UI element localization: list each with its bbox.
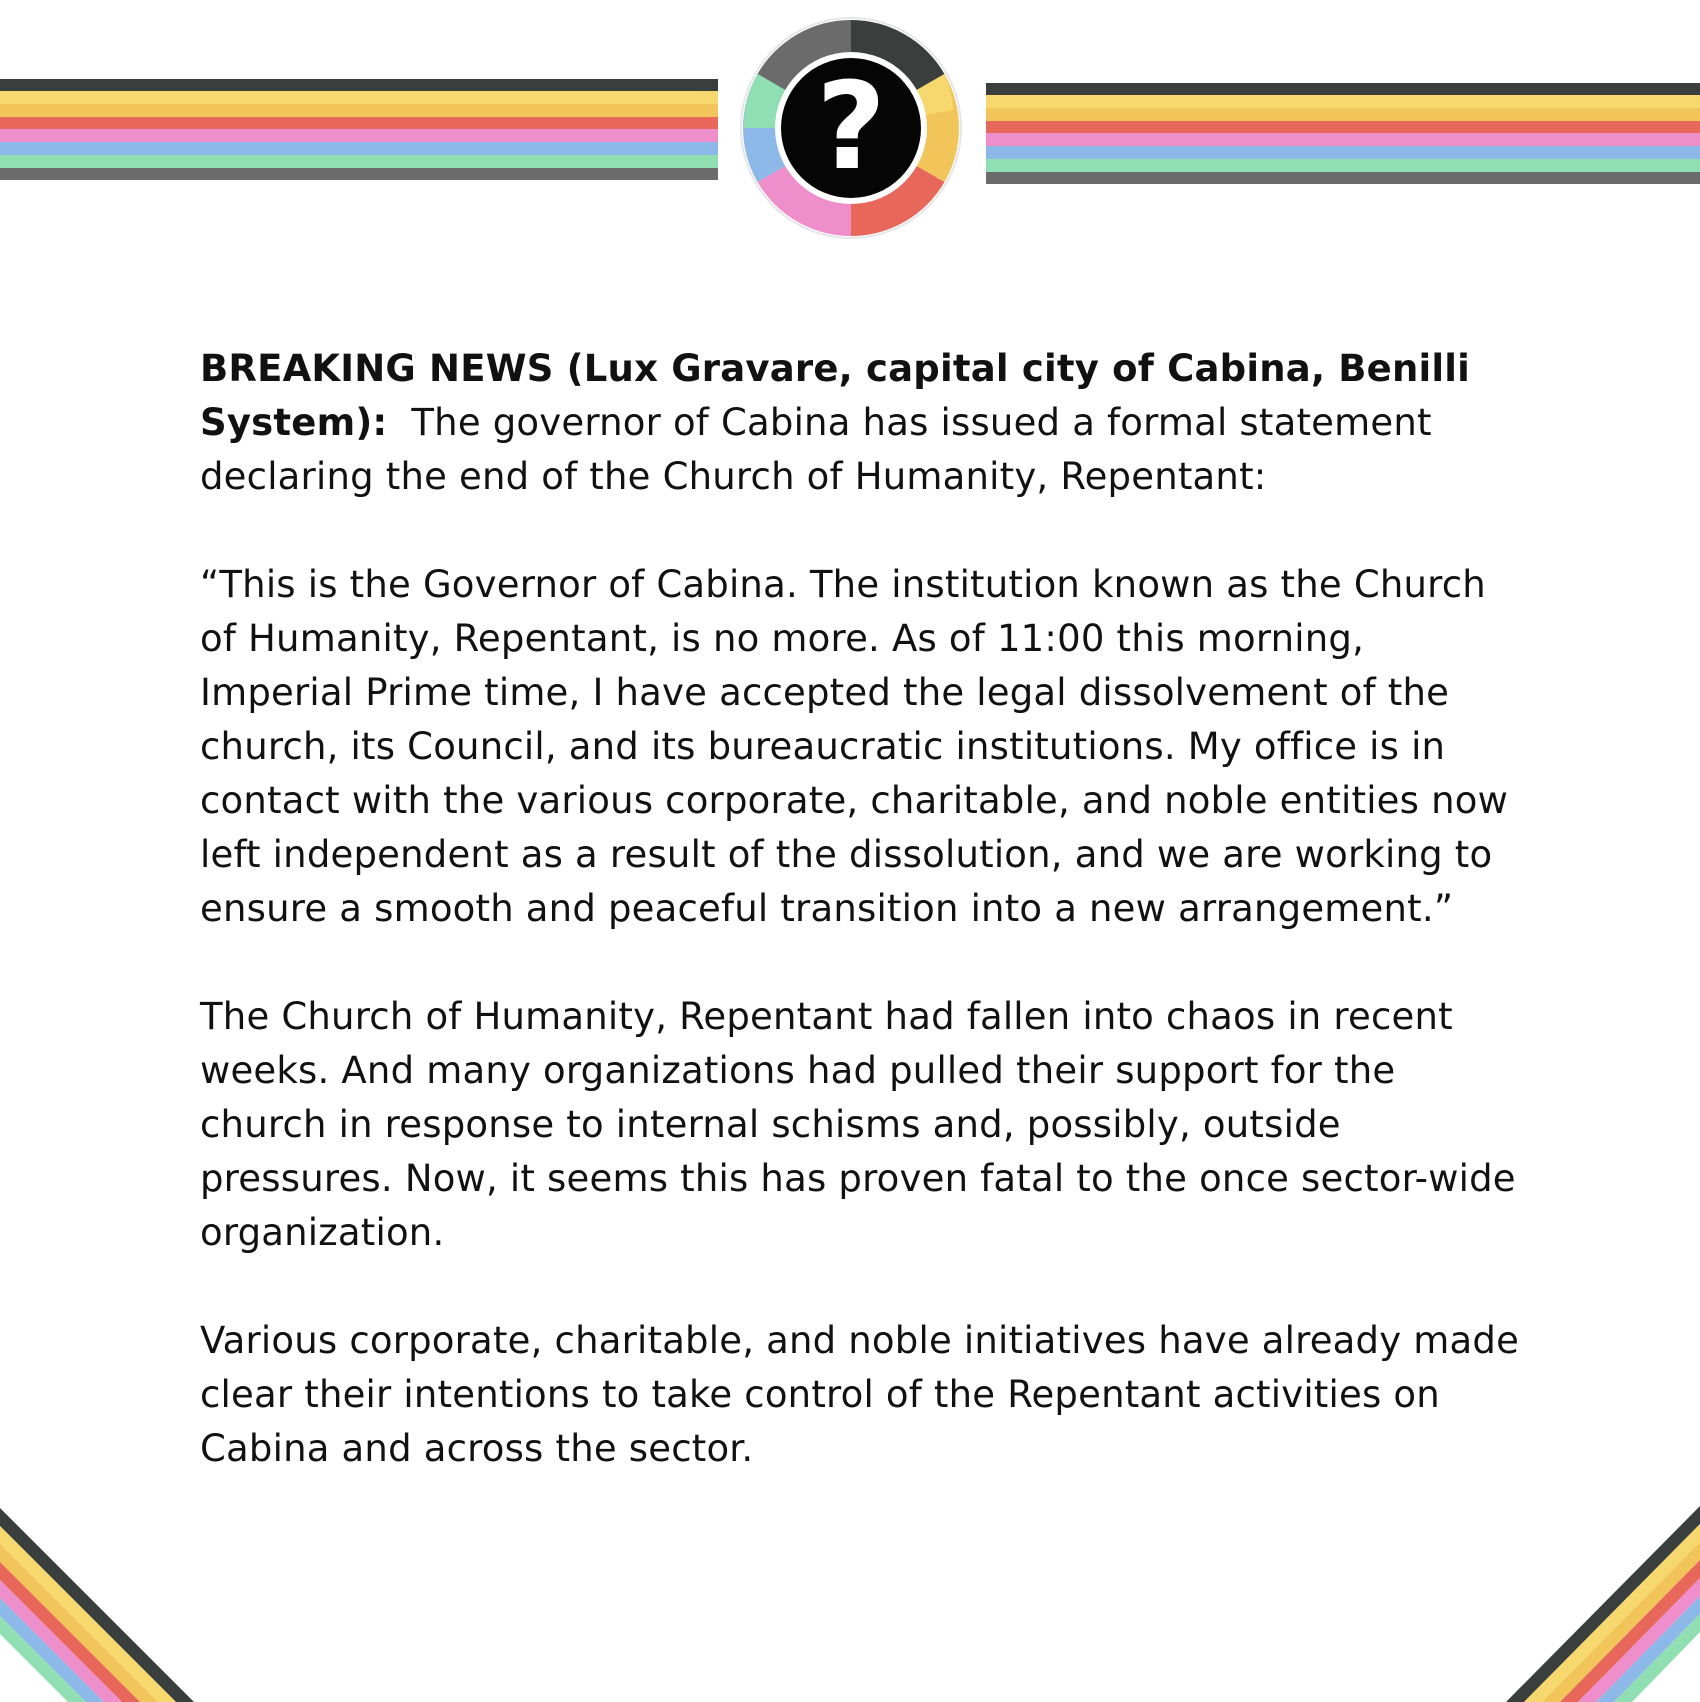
lead-paragraph (200, 342, 1520, 504)
headline: BREAKING NEWS (Lux Gravare, capital city of Cabina, Benilli System): (200, 347, 1471, 444)
question-mark-icon: ? (816, 58, 886, 197)
body-paragraph-2: The Church of Humanity, Repentant had fallen into chaos in recent weeks. And many organizations had pulled their support for the church in response to internal schisms and, possibly, outside pressures. Now, it seems this has proven fatal to the once sector-wide organization. (200, 995, 1516, 1254)
news-article (200, 342, 1520, 1530)
logo (741, 18, 961, 238)
top-left-stripes (0, 79, 718, 180)
body-paragraph-3: Various corporate, charitable, and noble initiatives have already made clear their intentions to take control of the Repentant activities on Cabina and across the sector. (200, 1319, 1520, 1470)
lead-text: The governor of Cabina has issued a formal statement declaring the end of the Church of Humanity, Repentant: (200, 401, 1432, 498)
governor-quote: “This is the Governor of Cabina. The institution known as the Church of Humanity, Repentant, is no more. As of 11:00 this morning, Imperial Prime time, I have accepted the legal dissolvement of the church, its Council, and its bureaucratic institutions. My office is in contact with the various corporate, charitable, and noble entities now left independent as a result of the dissolution, and we are working to ensure a smooth and peaceful transition into a new arrangement.” (200, 563, 1509, 930)
top-right-stripes (986, 83, 1700, 184)
bottom-right-stripes (1506, 1506, 1700, 1702)
bottom-left-stripes (0, 1508, 194, 1702)
